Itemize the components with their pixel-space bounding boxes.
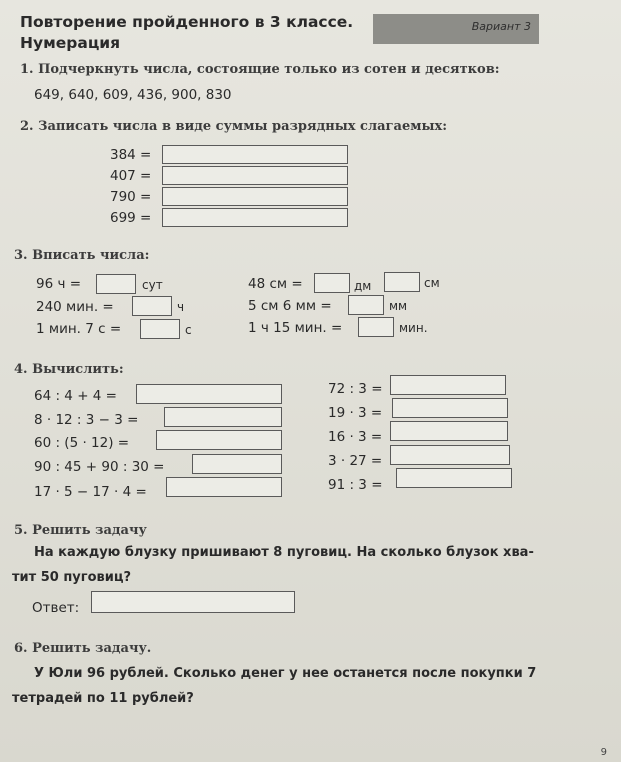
- task4-answer-box[interactable]: [156, 430, 282, 450]
- task4-answer-box[interactable]: [392, 398, 508, 418]
- task4-answer-box[interactable]: [390, 375, 506, 395]
- task4-answer-box[interactable]: [164, 407, 282, 427]
- task3-unit: см: [424, 276, 440, 290]
- task4-right-expr: 3 · 27 =: [328, 453, 383, 469]
- task4-left-expr: 64 : 4 + 4 =: [34, 388, 117, 404]
- task5-question: 5. Решить задачу: [14, 523, 147, 538]
- page-title: [20, 12, 353, 54]
- task2-item: 384 =: [110, 147, 152, 163]
- task4-right-expr: 72 : 3 =: [328, 381, 383, 397]
- task4-answer-box[interactable]: [136, 384, 282, 404]
- task4-left-expr: 60 : (5 · 12) =: [34, 435, 130, 451]
- task4-answer-box[interactable]: [166, 477, 282, 497]
- task3-left-a: 240 мин. =: [36, 299, 114, 315]
- task3-left-a: 96 ч =: [36, 276, 82, 292]
- task4-answer-box[interactable]: [396, 468, 512, 488]
- task1-numbers: 649, 640, 609, 436, 900, 830: [34, 87, 232, 103]
- task3-box[interactable]: [132, 296, 172, 316]
- task3-left-a: 1 мин. 7 с =: [36, 321, 122, 337]
- task2-item: 699 =: [110, 210, 152, 226]
- task4-left-expr: 8 · 12 : 3 − 3 =: [34, 412, 139, 428]
- task3-box[interactable]: [96, 274, 136, 294]
- task2-item: 790 =: [110, 189, 152, 205]
- task5-text-line1: На каждую блузку пришивают 8 пуговиц. На сколько блузок хва-: [34, 545, 534, 560]
- task2-item: 407 =: [110, 168, 152, 184]
- task6-question: 6. Решить задачу.: [14, 641, 152, 656]
- task5-text-line2: тит 50 пуговиц?: [12, 570, 132, 585]
- task4-right-expr: 91 : 3 =: [328, 477, 383, 493]
- task3-unit: ч: [177, 300, 185, 314]
- task4-right-expr: 16 · 3 =: [328, 429, 383, 445]
- task3-box[interactable]: [314, 273, 350, 293]
- task3-box[interactable]: [358, 317, 394, 337]
- task5-answer-box[interactable]: [91, 591, 295, 613]
- task3-unit: мм: [389, 299, 408, 313]
- task3-right-a: 1 ч 15 мин. =: [248, 320, 343, 336]
- task4-left-expr: 90 : 45 + 90 : 30 =: [34, 459, 165, 475]
- task3-right-a: 48 см =: [248, 276, 303, 292]
- task2-answer-box[interactable]: [162, 145, 348, 164]
- variant-label: Вариант 3: [471, 20, 531, 33]
- task4-answer-box[interactable]: [390, 445, 510, 465]
- task3-box[interactable]: [384, 272, 420, 292]
- task2-answer-box[interactable]: [162, 187, 348, 206]
- task2-question: 2. Записать числа в виде суммы разрядных слагаемых:: [20, 119, 448, 134]
- task3-unit: с: [185, 323, 192, 337]
- task6-text-line2: тетрадей по 11 рублей?: [12, 691, 194, 706]
- task3-right-a: 5 см 6 мм =: [248, 298, 332, 314]
- task4-right-expr: 19 · 3 =: [328, 405, 383, 421]
- task3-box[interactable]: [140, 319, 180, 339]
- title-line-2: Нумерация: [20, 34, 121, 52]
- task3-unit: сут: [142, 278, 163, 292]
- task4-left-expr: 17 · 5 − 17 · 4 =: [34, 484, 147, 500]
- title-line-1: Повторение пройденного в 3 классе.: [20, 13, 354, 31]
- task4-answer-box[interactable]: [390, 421, 508, 441]
- task4-answer-box[interactable]: [192, 454, 282, 474]
- variant-badge: [373, 14, 539, 44]
- task5-answer-label: Ответ:: [32, 600, 80, 616]
- task3-question: 3. Вписать числа:: [14, 248, 150, 263]
- page-number: 9: [600, 747, 607, 758]
- task3-box[interactable]: [348, 295, 384, 315]
- task2-answer-box[interactable]: [162, 208, 348, 227]
- task1-question: 1. Подчеркнуть числа, состоящие только из сотен и десятков:: [20, 62, 500, 77]
- task6-text-line1: У Юли 96 рублей. Сколько денег у нее останется после покупки 7: [34, 666, 537, 681]
- task3-unit: мин.: [399, 321, 428, 335]
- task4-question: 4. Вычислить:: [14, 362, 124, 377]
- task3-unit: дм: [354, 279, 372, 293]
- task2-answer-box[interactable]: [162, 166, 348, 185]
